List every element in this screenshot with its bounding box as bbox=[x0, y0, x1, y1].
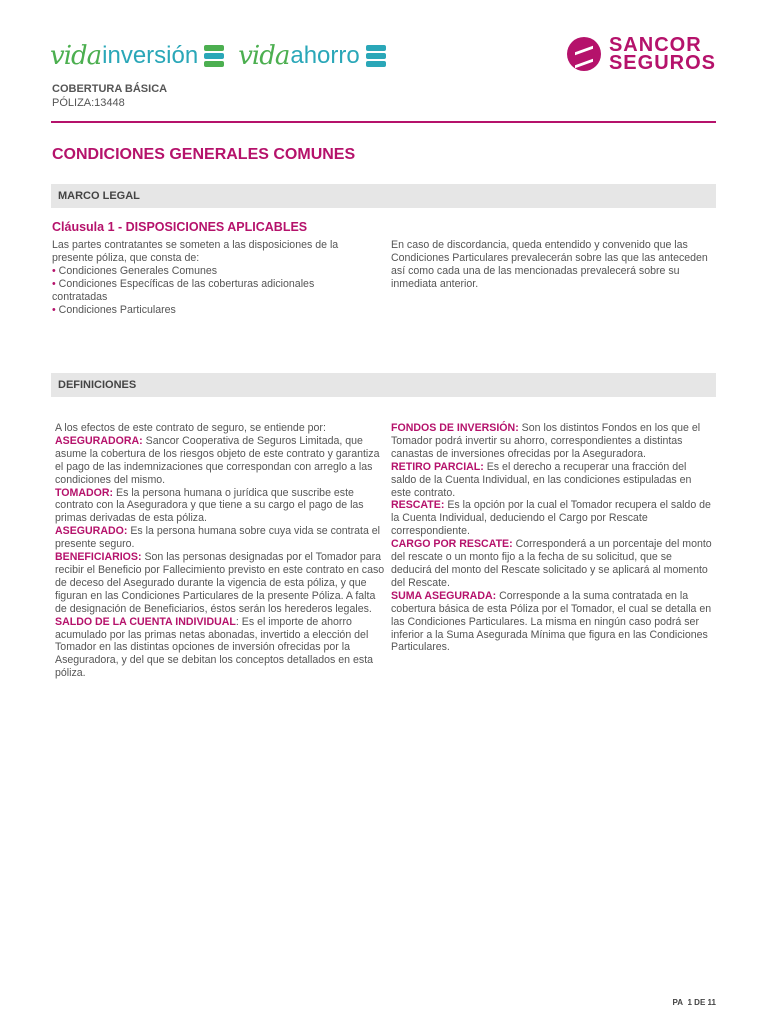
list-item: • Condiciones Particulares bbox=[52, 303, 176, 316]
brand-line-1: SANCOR bbox=[608, 34, 702, 56]
definition-item: ASEGURADORA: Sancor Cooperativa de Seguros Limitada, que asume la cobertura de los riesgos objeto de este contrato y garantiza el pago de las indemnizaciones que correspondan con arreglo a las condiciones del mismo. bbox=[55, 434, 380, 486]
product-logos bbox=[50, 36, 400, 76]
definition-item: RESCATE: Es la opción por la cual el Tomador recupera el saldo de la Cuenta Individual, deduciendo el Cargo por Rescate correspondiente. bbox=[391, 499, 711, 538]
marco-right-column bbox=[391, 239, 713, 291]
section-heading: MARCO LEGAL bbox=[58, 190, 140, 202]
vida-inversion-logo bbox=[50, 41, 224, 71]
definition-item: FONDOS DE INVERSIÓN: Son los distintos Fondos en los que el Tomador podrá invertir su ahorro, correspondientes a distintas canastas de inversiones ofrecidas por la Aseguradora. bbox=[391, 422, 701, 460]
list-item: • Condiciones Específicas de las coberturas adicionales contratadas bbox=[52, 277, 315, 303]
vida-ahorro-logo bbox=[238, 41, 386, 71]
logo-ahorro-text: ahorro bbox=[290, 42, 360, 69]
sancor-mark-icon bbox=[567, 37, 601, 71]
clause-title: Cláusula 1 - DISPOSICIONES APLICABLES bbox=[52, 220, 308, 234]
section-heading: DEFINICIONES bbox=[58, 379, 137, 391]
definition-item: TOMADOR: Es la persona humana o jurídica que suscribe este contrato con la Aseguradora y que tiene a su cargo el pago de las primas derivadas de esta póliza. bbox=[55, 486, 364, 525]
definiciones-intro: A los efectos de este contrato de seguro, se entiende por: bbox=[55, 422, 326, 434]
section-bar-definiciones bbox=[51, 373, 716, 397]
logo-vida-text: vida bbox=[50, 41, 102, 71]
sancor-seguros-logo bbox=[567, 36, 716, 72]
definition-item: BENEFICIARIOS: Son las personas designadas por el Tomador para recibir el Beneficio por Fallecimiento previsto en este contrato en caso de deceso del Asegurado durante la vigencia de esta póliza, y que figuran en las Condiciones Particulares de la presente Póliza. A falta de designación de Beneficiarios, éstos serán los herederos legales. bbox=[55, 551, 385, 615]
definition-item: RETIRO PARCIAL: Es el derecho a recuperar una fracción del saldo de la Cuenta Individual, en las condiciones estipuladas en este contrato. bbox=[391, 460, 692, 499]
list-item: • Condiciones Generales Comunes bbox=[52, 264, 218, 277]
section-bar-marco-legal bbox=[51, 184, 716, 208]
logo-vida-text: vida bbox=[238, 41, 290, 71]
logo-inversion-text: inversión bbox=[102, 42, 199, 69]
marco-intro: Las partes contratantes se someten a las disposiciones de la presente póliza, que consta de: bbox=[52, 239, 339, 264]
definiciones-left-column bbox=[55, 422, 385, 680]
policy-number: PÓLIZA:13448 bbox=[52, 97, 125, 109]
header-divider bbox=[51, 121, 716, 123]
logo-bars-icon bbox=[366, 45, 386, 67]
marco-left-column bbox=[52, 239, 372, 316]
logo-bars-icon bbox=[204, 45, 224, 67]
definition-item: CARGO POR RESCATE: Corresponderá a un porcentaje del monto del rescate o un monto fijo a la fecha de su solicitud, que se deducirá del monto del Rescate solicitado y se aplicará al momento del Rescate. bbox=[391, 538, 712, 589]
page-number: PA 1 DE 11 bbox=[672, 998, 716, 1007]
definition-item: ASEGURADO: Es la persona humana sobre cuya vida se contrata el presente seguro. bbox=[55, 525, 381, 551]
page-title: CONDICIONES GENERALES COMUNES bbox=[52, 146, 356, 163]
definition-item: SALDO DE LA CUENTA INDIVIDUAL: Es el importe de ahorro acumulado por las primas netas abonadas, invertido a elección del Tomador en las distintas opciones de inversión ofrecidas por la Aseguradora, y del que se debitan los conceptos detallados en esta póliza. bbox=[55, 615, 374, 680]
coverage-label: COBERTURA BÁSICA bbox=[52, 83, 168, 95]
brand-line-2: SEGUROS bbox=[608, 52, 716, 74]
definition-item: SUMA ASEGURADA: Corresponde a la suma contratada en la cobertura básica de esta Póliza por el Tomador, el cual se detalla en las Condiciones Particulares. La misma en ningún caso podrá ser inferior a la Suma Asegurada Mínima que figura en las Condiciones Particulares. bbox=[391, 589, 712, 654]
marco-right-text: En caso de discordancia, queda entendido y convenido que las Condiciones Particulares prevalecerán sobre las que las anteceden así como cada una de las mencionadas prevalecerá sobre su inmediata anterior. bbox=[391, 239, 708, 290]
definiciones-right-column bbox=[391, 422, 713, 654]
